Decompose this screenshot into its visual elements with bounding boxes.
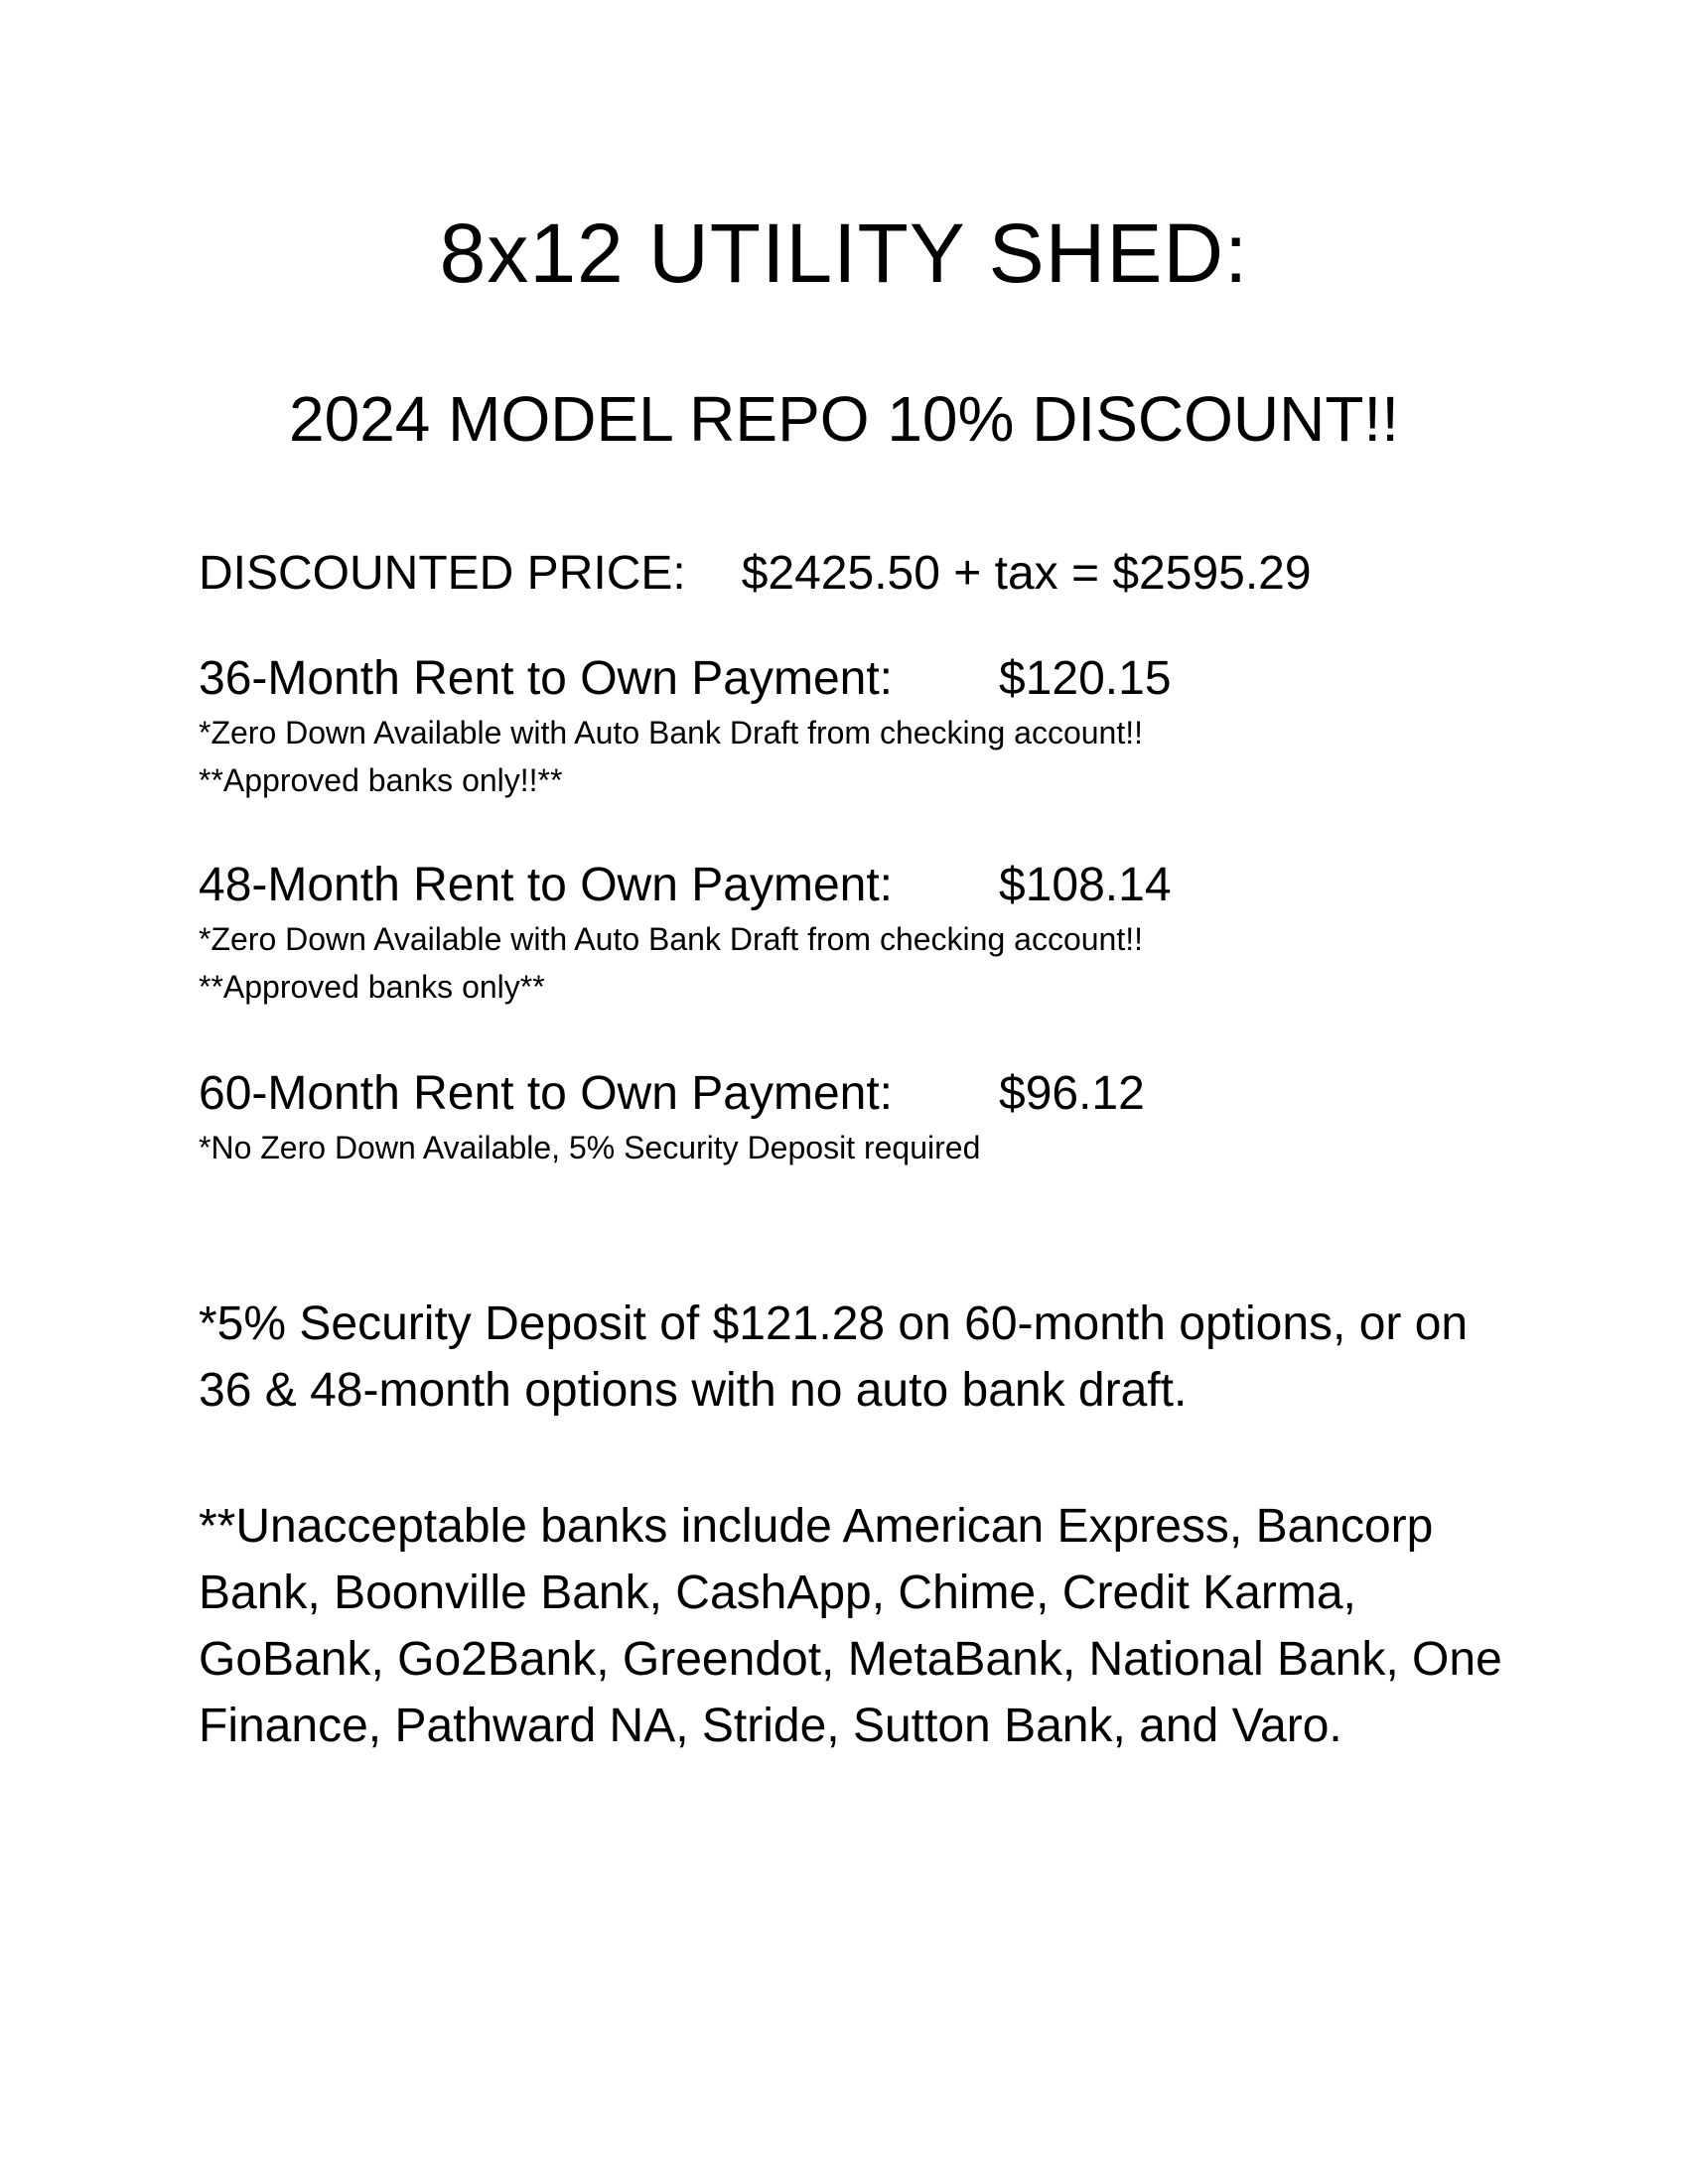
unacceptable-banks-note: **Unacceptable banks include American Express, Bancorp Bank, Boonville Bank, CashApp, Chime, Credit Karma, GoBank, Go2Bank, Greendot, MetaBank, National Bank, One Finance, Pathward NA, Stride, Sutton Bank, and Varo. [199, 1500, 1502, 1752]
plan-note: **Approved banks only!!** [199, 762, 563, 798]
discounted-price-line [199, 544, 1312, 604]
discounted-price-value: $2425.50 + tax = $2595.29 [741, 547, 1312, 600]
plan-heading [199, 649, 1172, 709]
plan-amount: $120.15 [999, 652, 1172, 705]
plan-note: **Approved banks only** [199, 969, 545, 1005]
plan-heading [199, 1064, 1145, 1124]
plan-amount: $108.14 [999, 859, 1172, 911]
plan-heading [199, 856, 1172, 915]
security-deposit-note: *5% Security Deposit of $121.28 on 60-month options, or on 36 & 48-month options with no auto bank draft. [199, 1297, 1469, 1417]
plan-note: *Zero Down Available with Auto Bank Draft from checking account!! [199, 715, 1143, 751]
plan-note: *No Zero Down Available, 5% Security Deposit required [199, 1130, 981, 1165]
plan-note: *Zero Down Available with Auto Bank Draft from checking account!! [199, 921, 1143, 957]
plan-amount: $96.12 [999, 1067, 1145, 1120]
discounted-price-label: DISCOUNTED PRICE: [199, 547, 686, 600]
plan-60-month [199, 1064, 1145, 1171]
plan-36-month [199, 649, 1172, 804]
plan-label: 36-Month Rent to Own Payment: [199, 652, 893, 705]
page-subtitle: 2024 MODEL REPO 10% DISCOUNT!! [289, 383, 1399, 455]
page-title: 8x12 UTILITY SHED: [439, 206, 1249, 300]
plan-48-month [199, 856, 1172, 1011]
plan-label: 60-Month Rent to Own Payment: [199, 1067, 893, 1120]
plan-label: 48-Month Rent to Own Payment: [199, 859, 893, 911]
